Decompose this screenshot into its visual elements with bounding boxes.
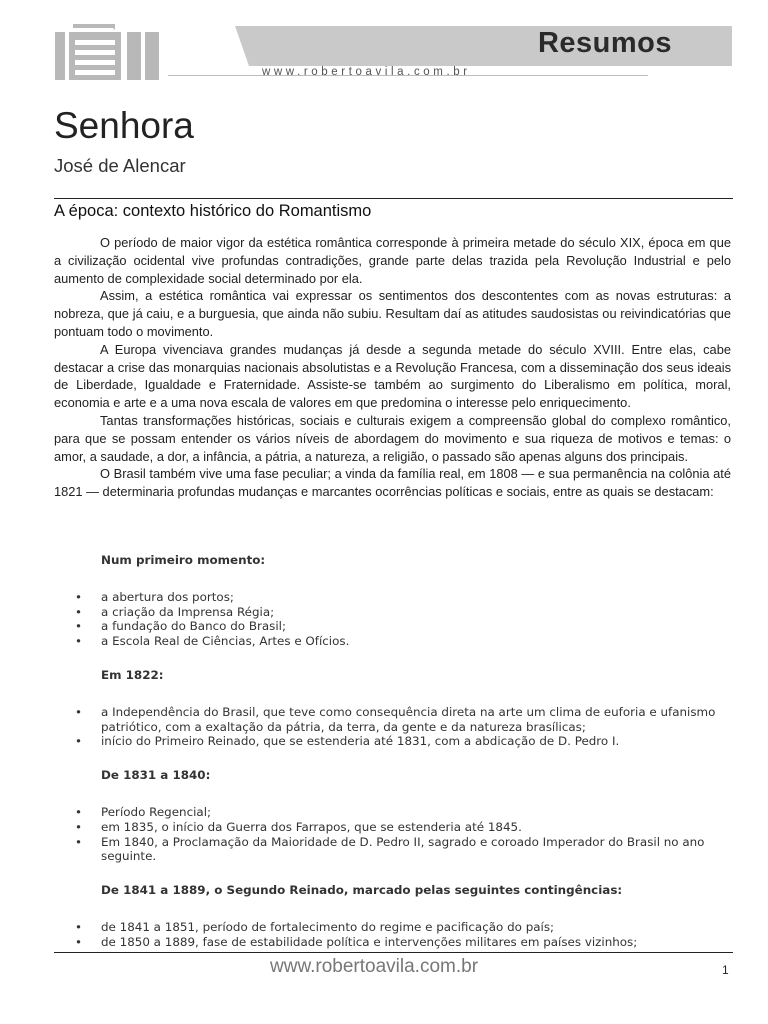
paragraph: O Brasil também vive uma fase peculiar; a vinda da família real, em 1808 — e sua permanência na colônia até 1821 — determinaria profundas mudanças e marcantes ocorrências políticas e sociais, entre as quais se destacam: <box>54 466 731 500</box>
list-heading: Em 1822: <box>101 667 164 682</box>
bullet-icon: • <box>75 819 83 834</box>
bullet-icon: • <box>75 804 83 819</box>
list-item-text: a Independência do Brasil, que teve como consequência direta na arte um clima de euforia e ufanismo patriótico, com a exaltação da pátria, da terra, da gente e da natureza brasílicas; <box>101 704 716 734</box>
list-item-text: a Escola Real de Ciências, Artes e Ofícios. <box>101 634 350 649</box>
list-item <box>54 590 734 605</box>
banner-title: Resumos <box>537 27 672 59</box>
list-item <box>54 935 734 950</box>
bullet-icon: • <box>75 604 83 619</box>
paragraph: A Europa vivenciava grandes mudanças já desde a segunda metade do século XVIII. Entre elas, cabe destacar a crise das monarquias nacionais absolutistas e a Revolução Francesa, com a disseminação dos seus ideais de Liberdade, Igualdade e Fraternidade. Assiste-se também ao surgimento do Liberalismo em política, moral, economia e arte e a uma nova escala de valores em que predomina o interesse pelo enriquecimento. <box>54 341 731 411</box>
bullet-list <box>54 590 734 649</box>
list-item <box>54 619 734 634</box>
list-item <box>54 820 734 835</box>
list-item <box>54 805 734 820</box>
bullet-icon: • <box>75 834 83 849</box>
section-heading: A época: contexto histórico do Romantismo <box>54 202 372 220</box>
bullet-icon: • <box>75 619 83 634</box>
paragraph: O período de maior vigor da estética romântica corresponde à primeira metade do século XIX, época em que a civilização ocidental vive profundas contradições, grande parte delas trazida pela Revolução Industrial e pelo aumento de complexidade social determinado por ela. <box>54 235 731 286</box>
documents-logo-icon <box>55 24 175 80</box>
list-item <box>54 835 734 865</box>
list-heading: Num primeiro momento: <box>101 553 266 567</box>
paragraph: Assim, a estética romântica vai expressar os sentimentos dos descontentes com as novas estruturas: a nobreza, que já caiu, e a burguesia, que ainda não subiu. Resultam daí as atitudes saudosistas ou reivindicatórias que pontuam todo o movimento. <box>54 288 731 339</box>
list-item-text: a criação da Imprensa Régia; <box>101 604 275 619</box>
list-item-text: início do Primeiro Reinado, que se estenderia até 1831, com a abdicação de D. Pedro I. <box>101 734 620 749</box>
page-header <box>0 0 768 95</box>
bullet-list <box>54 705 734 749</box>
bullet-list <box>54 805 734 864</box>
list-heading: De 1841 a 1889, o Segundo Reinado, marcado pelas seguintes contingências: <box>101 883 623 898</box>
bullet-icon: • <box>75 734 83 749</box>
list-item <box>54 920 734 935</box>
list-heading: De 1831 a 1840: <box>101 768 211 783</box>
list-item-text: a fundação do Banco do Brasil; <box>101 619 286 634</box>
list-item <box>54 605 734 620</box>
events-lists <box>54 553 734 969</box>
list-item <box>54 634 734 649</box>
title-divider <box>54 198 733 199</box>
bullet-icon: • <box>75 919 83 934</box>
bullet-icon: • <box>75 589 83 604</box>
body-text <box>54 234 731 501</box>
list-item <box>54 734 734 749</box>
footer-divider <box>54 952 733 953</box>
bullet-icon: • <box>75 934 83 949</box>
bullet-list <box>54 920 734 950</box>
list-item-text: Período Regencial; <box>101 804 212 819</box>
bullet-icon: • <box>75 704 83 719</box>
page-title: Senhora <box>54 105 194 146</box>
author-name: José de Alencar <box>54 155 186 176</box>
list-item-text: a abertura dos portos; <box>101 589 234 604</box>
page-number: 1 <box>722 963 729 977</box>
list-item <box>54 705 734 735</box>
paragraph: Tantas transformações históricas, sociais e culturais exigem a compreensão global do complexo romântico, para que se possam entender os vários níveis de abordagem do movimento e sua riqueza de motivos e temas: o amor, a saudade, a dor, a infância, a pátria, a natureza, a religião, o passado são apenas alguns dos principais. <box>54 412 731 464</box>
header-url[interactable]: www.robertoavila.com.br <box>262 66 471 78</box>
bullet-icon: • <box>75 634 83 649</box>
list-item-text: de 1850 a 1889, fase de estabilidade política e intervenções militares em países vizinhos; <box>101 934 638 949</box>
list-item-text: de 1841 a 1851, período de fortalecimento do regime e pacificação do país; <box>101 919 555 934</box>
list-item-text: em 1835, o início da Guerra dos Farrapos, que se estenderia até 1845. <box>101 819 522 834</box>
footer-url[interactable]: www.robertoavila.com.br <box>270 956 479 977</box>
list-item-text: Em 1840, a Proclamação da Maioridade de D. Pedro II, sagrado e coroado Imperador do Brasil no ano seguinte. <box>101 834 705 864</box>
